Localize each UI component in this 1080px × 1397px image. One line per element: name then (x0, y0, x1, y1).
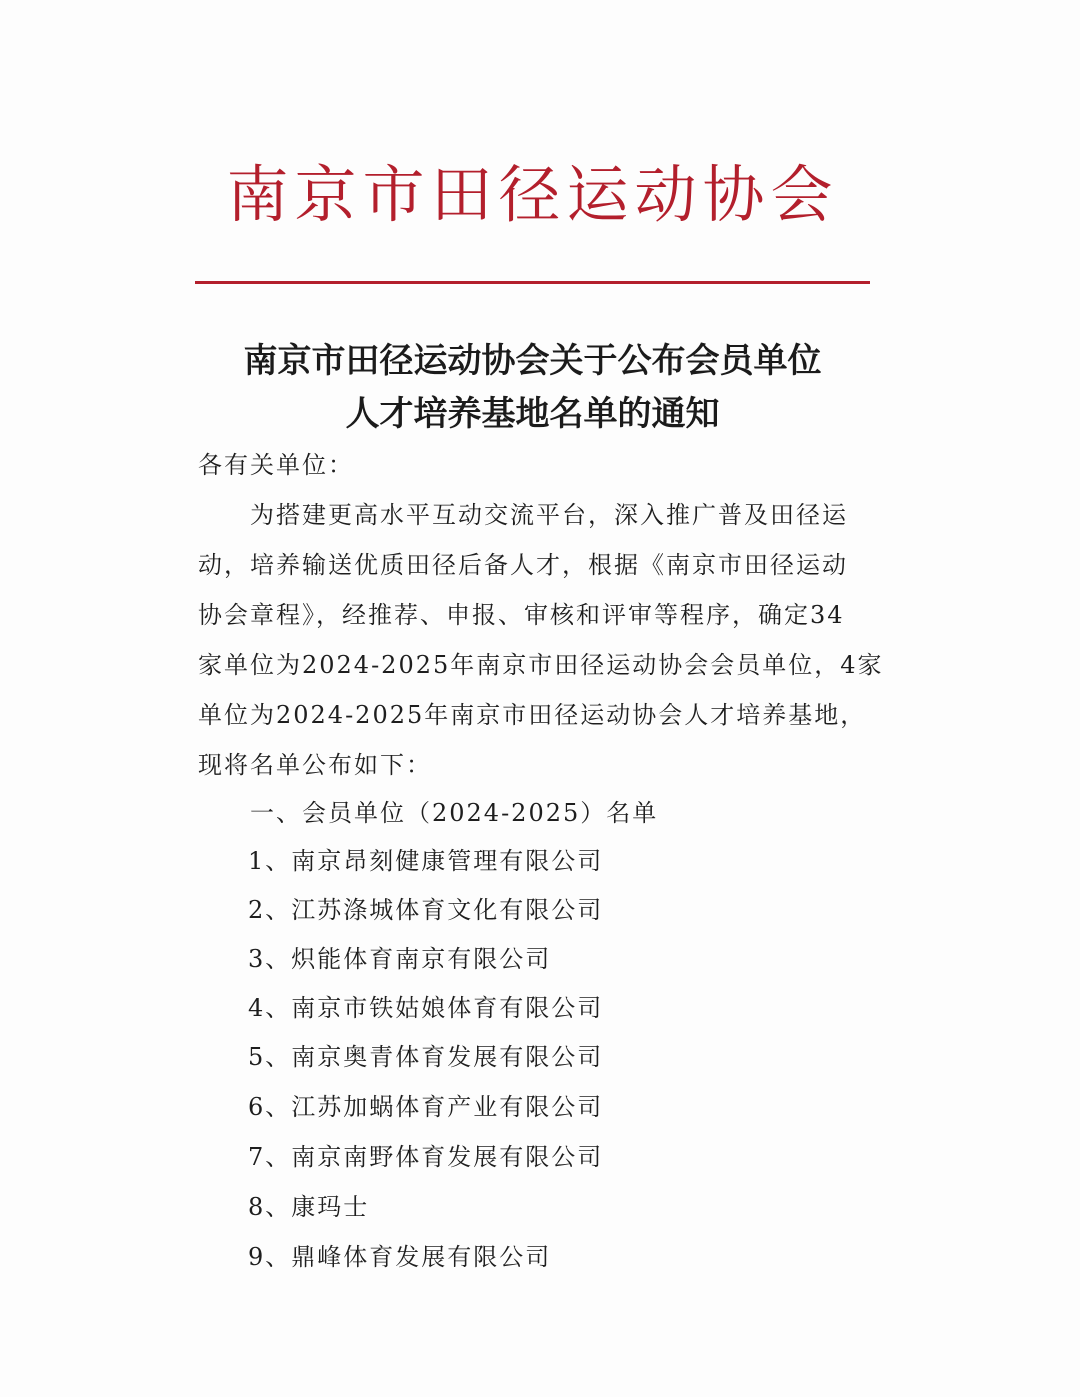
member-list-item: 2、江苏涤城体育文化有限公司 (248, 896, 604, 924)
notice-title-line-1: 南京市田径运动协会关于公布会员单位 (243, 341, 822, 381)
member-list-item: 1、南京昂刻健康管理有限公司 (248, 847, 604, 875)
paragraph-line: 单位为2024-2025年南京市田径运动协会人才培养基地， (198, 701, 867, 729)
section-heading: 一、会员单位（2024-2025）名单 (250, 799, 659, 827)
member-list-item: 3、炽能体育南京有限公司 (248, 945, 552, 973)
letterhead: 南京市田径运动协会 (226, 158, 839, 231)
paragraph-line: 为搭建更高水平互动交流平台，深入推广普及田径运 (250, 501, 848, 529)
paragraph-line: 协会章程》，经推荐、申报、审核和评审等程序，确定34 (198, 601, 845, 629)
salutation: 各有关单位： (198, 451, 354, 479)
member-list-item: 8、康玛士 (248, 1193, 370, 1221)
paragraph-line: 现将名单公布如下： (198, 751, 432, 779)
notice-title-line-2: 人才培养基地名单的通知 (345, 394, 720, 434)
member-list-item: 6、江苏加蜗体育产业有限公司 (248, 1093, 604, 1121)
member-list-item: 4、南京市铁姑娘体育有限公司 (248, 994, 604, 1022)
member-list-item: 5、南京奥青体育发展有限公司 (248, 1043, 604, 1071)
member-list-item: 7、南京南野体育发展有限公司 (248, 1143, 604, 1171)
member-list-item: 9、鼎峰体育发展有限公司 (248, 1243, 552, 1271)
paragraph-line: 动，培养输送优质田径后备人才，根据《南京市田径运动 (198, 551, 848, 579)
letterhead-divider (195, 281, 870, 284)
paragraph-line: 家单位为2024-2025年南京市田径运动协会会员单位，4家 (198, 651, 884, 679)
